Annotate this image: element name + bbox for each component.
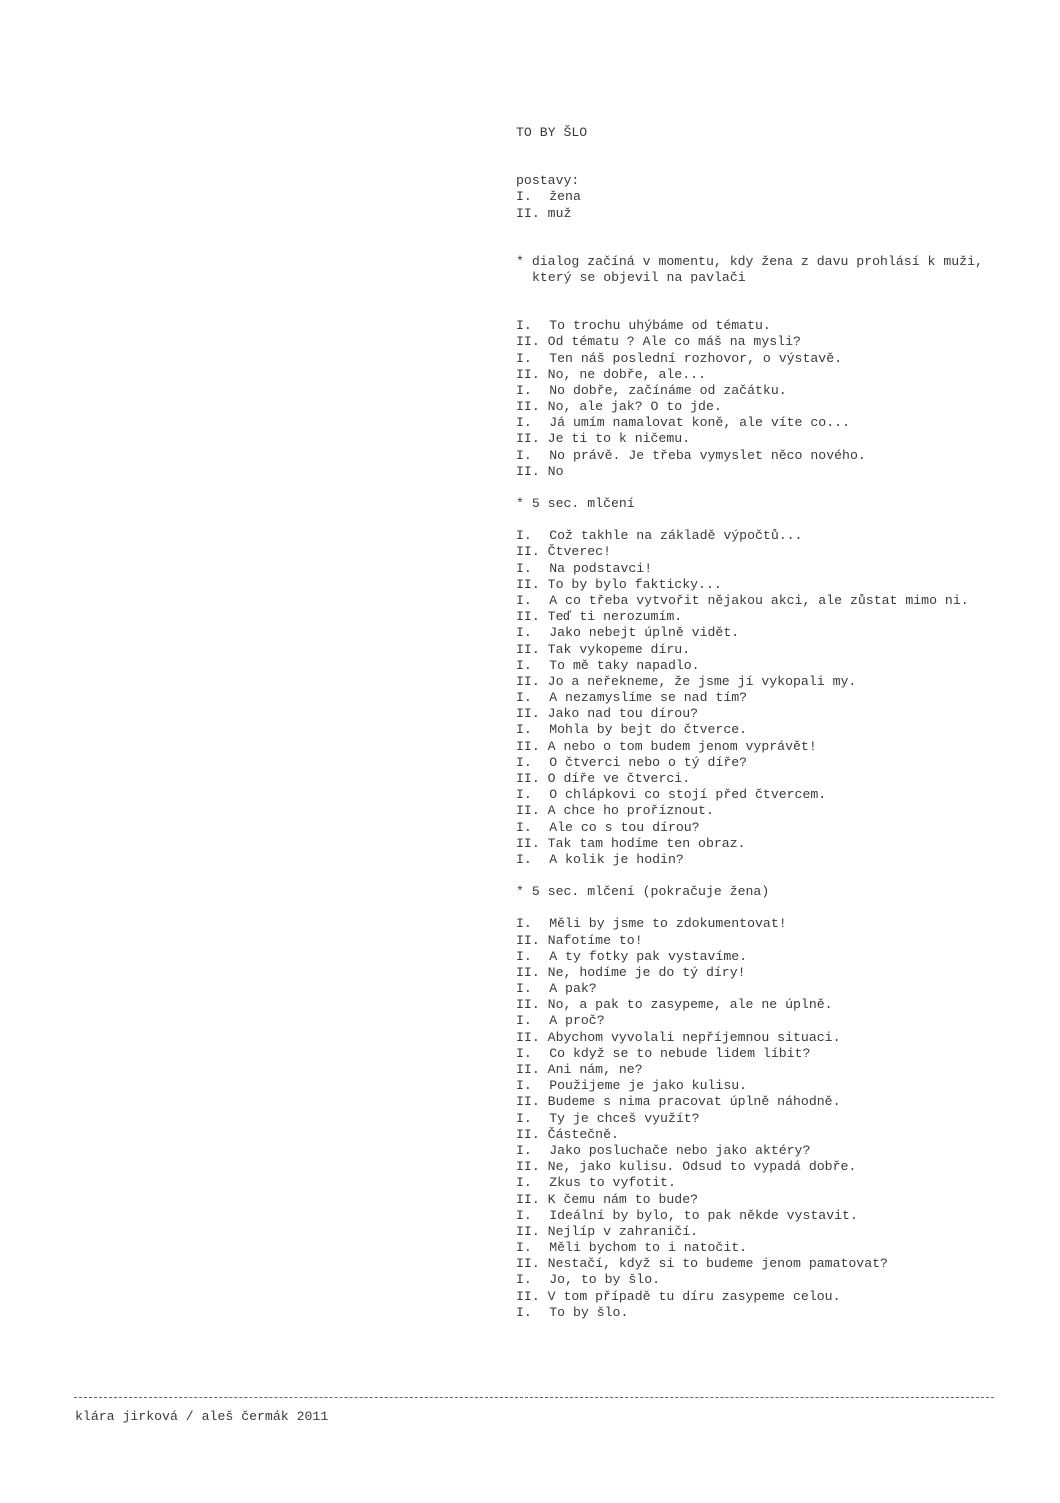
dialog-part-1	[516, 318, 1036, 480]
character-name: žena	[549, 189, 581, 205]
speech-text: Na podstavci!	[549, 560, 653, 576]
dialog-line	[516, 577, 1036, 593]
speech-text: To by šlo.	[549, 1304, 629, 1320]
speech-text: No, ne dobře, ale...	[547, 366, 706, 382]
speech-text: Jako nebejt úplně vidět.	[549, 625, 740, 641]
dialog-line	[516, 1256, 1036, 1272]
speech-text: Teď ti nerozumím.	[547, 609, 683, 625]
script-column	[516, 125, 1036, 1337]
dialog-line	[516, 1127, 1036, 1143]
speaker-label: I.	[516, 528, 532, 544]
dialog-line	[516, 448, 1036, 464]
character-name: muž	[547, 205, 572, 221]
dialog-line	[516, 965, 1036, 981]
speaker-label: II.	[516, 609, 540, 625]
speech-text: Co když se to nebude lidem líbit?	[549, 1045, 811, 1061]
speech-text: O chlápkovi co stojí před čtvercem.	[549, 787, 827, 803]
dialog-line	[516, 949, 1036, 965]
dialog-part-3	[516, 916, 1036, 1321]
dialog-line	[516, 739, 1036, 755]
speech-text: Ne, jako kulisu. Odsud to vypadá dobře.	[547, 1159, 857, 1175]
character-item	[516, 189, 1036, 205]
pause-note	[516, 496, 1036, 512]
speech-text: O díře ve čtverci.	[547, 771, 691, 786]
speaker-label: I.	[516, 415, 532, 431]
speech-text: Nestačí, když si to budeme jenom pamatovat?	[547, 1256, 888, 1272]
dialog-line	[516, 1289, 1036, 1305]
speech-text: No	[547, 463, 564, 479]
speaker-label: II.	[516, 997, 540, 1013]
dialog-line	[516, 383, 1036, 399]
speaker-label: II.	[516, 964, 540, 980]
speech-text: V tom případě tu díru zasypeme celou.	[547, 1288, 841, 1304]
character-role: I.	[516, 189, 532, 205]
intro-note	[516, 254, 1036, 286]
dialog-line	[516, 836, 1036, 852]
speech-text: To mě taky napadlo.	[549, 657, 700, 673]
speech-text: Jako nad tou dírou?	[547, 706, 699, 722]
dialog-line	[516, 351, 1036, 367]
pause-text: 5 sec. mlčení	[531, 496, 635, 511]
speaker-label: II.	[516, 1191, 540, 1207]
speaker-label: I.	[516, 318, 532, 334]
speaker-label: I.	[516, 1013, 532, 1029]
dialog-line	[516, 1159, 1036, 1175]
dialog-line	[516, 625, 1036, 641]
speech-text: To by bylo fakticky...	[547, 576, 722, 592]
speaker-label: II.	[516, 1029, 540, 1045]
speaker-label: II.	[516, 835, 540, 851]
speech-text: Měli by jsme to zdokumentovat!	[549, 916, 787, 932]
dialog-line	[516, 1305, 1036, 1321]
dialog-line	[516, 1224, 1036, 1240]
dialog-part-2	[516, 528, 1036, 868]
speaker-label: II.	[516, 544, 540, 560]
speaker-label: II.	[516, 803, 540, 819]
dialog-line	[516, 722, 1036, 738]
dialog-line	[516, 933, 1036, 949]
speech-text: Ne, hodíme je do tý díry!	[547, 964, 746, 980]
dialog-line	[516, 771, 1036, 787]
dialog-line	[516, 658, 1036, 674]
speaker-label: I.	[516, 1240, 532, 1256]
speech-text: No právě. Je třeba vymyslet něco nového.	[549, 447, 866, 463]
dialog-line	[516, 1094, 1036, 1110]
speaker-label: II.	[516, 431, 540, 447]
speaker-label: I.	[516, 690, 532, 706]
dialog-line	[516, 642, 1036, 658]
speech-text: Abychom vyvolali nepříjemnou situaci.	[547, 1029, 841, 1045]
dialog-line	[516, 544, 1036, 560]
speaker-label: II.	[516, 641, 540, 657]
speech-text: A chce ho proříznout.	[547, 803, 714, 819]
speech-text: Částečně.	[547, 1126, 619, 1142]
speaker-label: I.	[516, 754, 532, 770]
speech-text: Jo a neřekneme, že jsme jí vykopali my.	[547, 673, 857, 689]
speech-text: Já umím namalovat koně, ale víte co...	[549, 415, 850, 431]
speaker-label: I.	[516, 625, 532, 641]
dialog-line	[516, 609, 1036, 625]
dialog-line	[516, 981, 1036, 997]
speaker-label: II.	[516, 738, 540, 754]
dialog-line	[516, 561, 1036, 577]
speech-text: Jo, to by šlo.	[549, 1272, 661, 1288]
speaker-label: II.	[516, 576, 540, 592]
speech-text: Ani nám, ne?	[547, 1062, 643, 1077]
speech-text: No, a pak to zasypeme, ale ne úplně.	[547, 997, 833, 1013]
speaker-label: I.	[516, 1110, 532, 1126]
speech-text: Nejlíp v zahraničí.	[547, 1223, 699, 1239]
speaker-label: II.	[516, 771, 540, 786]
speech-text: Což takhle na základě výpočtů...	[549, 528, 803, 544]
dialog-line	[516, 997, 1036, 1013]
dialog-line	[516, 674, 1036, 690]
dialog-line	[516, 852, 1036, 868]
speaker-label: II.	[516, 1062, 540, 1077]
speaker-label: II.	[516, 1159, 540, 1175]
speaker-label: II.	[516, 1223, 540, 1239]
dialog-line	[516, 916, 1036, 932]
dialog-line	[516, 803, 1036, 819]
play-title: TO BY ŠLO	[516, 125, 588, 140]
speech-text: A co třeba vytvořit nějakou akci, ale zůstat mimo ni.	[549, 592, 969, 608]
dialog-line	[516, 1062, 1036, 1078]
speaker-label: II.	[516, 1094, 540, 1110]
speech-text: Měli bychom to i natočit.	[549, 1240, 748, 1256]
speech-text: A nezamyslíme se nad tím?	[549, 690, 748, 706]
dialog-line	[516, 1030, 1036, 1046]
speech-text: Použijeme je jako kulisu.	[549, 1078, 748, 1094]
pause-star: *	[516, 884, 524, 900]
dialog-line	[516, 593, 1036, 609]
speech-text: Ale co s tou dírou?	[549, 819, 700, 835]
speech-text: Ten náš poslední rozhovor, o výstavě.	[549, 350, 843, 366]
characters-block	[516, 173, 1036, 222]
speaker-label: I.	[516, 1175, 532, 1191]
speaker-label: I.	[516, 447, 532, 463]
speaker-label: I.	[516, 851, 532, 867]
speech-text: Jako posluchače nebo jako aktéry?	[549, 1142, 811, 1158]
pause-note	[516, 884, 1036, 900]
speaker-label: I.	[516, 722, 532, 738]
speech-text: Tak tam hodíme ten obraz.	[547, 835, 746, 851]
footer-divider	[74, 1397, 994, 1398]
footer-credit: klára jirková / aleš čermák 2011	[75, 1409, 329, 1424]
character-item	[516, 206, 1036, 222]
dialog-line	[516, 755, 1036, 771]
dialog-line	[516, 1046, 1036, 1062]
dialog-line	[516, 367, 1036, 383]
dialog-line	[516, 1272, 1036, 1288]
speaker-label: II.	[516, 932, 540, 948]
speaker-label: II.	[516, 463, 540, 479]
speaker-label: II.	[516, 366, 540, 382]
speech-text: To trochu uhýbáme od tématu.	[549, 318, 771, 334]
speaker-label: II.	[516, 1126, 540, 1142]
speech-text: Tak vykopeme díru.	[547, 641, 691, 657]
speaker-label: II.	[516, 706, 540, 722]
speech-text: A pak?	[549, 981, 597, 997]
dialog-line	[516, 334, 1036, 350]
dialog-line	[516, 690, 1036, 706]
dialog-line	[516, 1143, 1036, 1159]
dialog-line	[516, 1013, 1036, 1029]
speech-text: Nafotíme to!	[547, 932, 643, 948]
dialog-line	[516, 1240, 1036, 1256]
speech-text: Od tématu ? Ale co máš na mysli?	[547, 334, 801, 350]
speaker-label: II.	[516, 334, 540, 350]
speaker-label: II.	[516, 673, 540, 689]
dialog-line	[516, 528, 1036, 544]
note-line: dialog začíná v momentu, kdy žena z davu prohlásí k muži,	[531, 253, 983, 269]
speech-text: K čemu nám to bude?	[547, 1191, 699, 1207]
speech-text: No dobře, začínáme od začátku.	[549, 382, 787, 398]
dialog-line	[516, 415, 1036, 431]
speaker-label: I.	[516, 657, 532, 673]
speaker-label: I.	[516, 350, 532, 366]
speaker-label: I.	[516, 592, 532, 608]
characters-heading: postavy:	[516, 173, 580, 189]
dialog-line	[516, 464, 1036, 480]
speech-text: No, ale jak? O to jde.	[547, 399, 722, 415]
dialog-line	[516, 318, 1036, 334]
speaker-label: I.	[516, 1272, 532, 1288]
speech-text: Ideální by bylo, to pak někde vystavit.	[549, 1207, 858, 1223]
speech-text: A proč?	[549, 1013, 605, 1029]
speaker-label: I.	[516, 1304, 532, 1320]
dialog-line	[516, 431, 1036, 447]
speech-text: O čtverci nebo o tý díře?	[549, 754, 748, 770]
speaker-label: I.	[516, 382, 532, 398]
dialog-line	[516, 1208, 1036, 1224]
speaker-label: I.	[516, 916, 532, 932]
speech-text: Mohla by bejt do čtverce.	[549, 722, 748, 738]
speech-text: Ty je chceš využít?	[549, 1110, 700, 1126]
speaker-label: I.	[516, 1045, 532, 1061]
dialog-line	[516, 399, 1036, 415]
speaker-label: I.	[516, 981, 532, 997]
pause-star: *	[516, 496, 524, 511]
dialog-line	[516, 1175, 1036, 1191]
speaker-label: II.	[516, 1288, 540, 1304]
character-role: II.	[516, 205, 540, 221]
speaker-label: II.	[516, 1256, 540, 1272]
speech-text: Zkus to vyfotit.	[549, 1175, 676, 1191]
speech-text: Je ti to k ničemu.	[547, 431, 691, 447]
dialog-line	[516, 787, 1036, 803]
speaker-label: I.	[516, 1078, 532, 1094]
speech-text: Čtverec!	[547, 544, 611, 560]
note-star: *	[516, 253, 524, 269]
speech-text: Budeme s nima pracovat úplně náhodně.	[547, 1094, 841, 1110]
dialog-line	[516, 706, 1036, 722]
speaker-label: I.	[516, 1207, 532, 1223]
dialog-line	[516, 1111, 1036, 1127]
speaker-label: I.	[516, 560, 532, 576]
speech-text: A kolik je hodin?	[549, 851, 684, 867]
dialog-line	[516, 820, 1036, 836]
pause-text: 5 sec. mlčení (pokračuje žena)	[531, 884, 770, 900]
speaker-label: II.	[516, 399, 540, 415]
speech-text: A nebo o tom budem jenom vyprávět!	[547, 738, 817, 754]
speech-text: A ty fotky pak vystavíme.	[549, 948, 748, 964]
speaker-label: I.	[516, 948, 532, 964]
dialog-line	[516, 1078, 1036, 1094]
speaker-label: I.	[516, 787, 532, 803]
dialog-line	[516, 1192, 1036, 1208]
speaker-label: I.	[516, 1142, 532, 1158]
note-line: který se objevil na pavlači	[532, 269, 746, 285]
speaker-label: I.	[516, 819, 532, 835]
